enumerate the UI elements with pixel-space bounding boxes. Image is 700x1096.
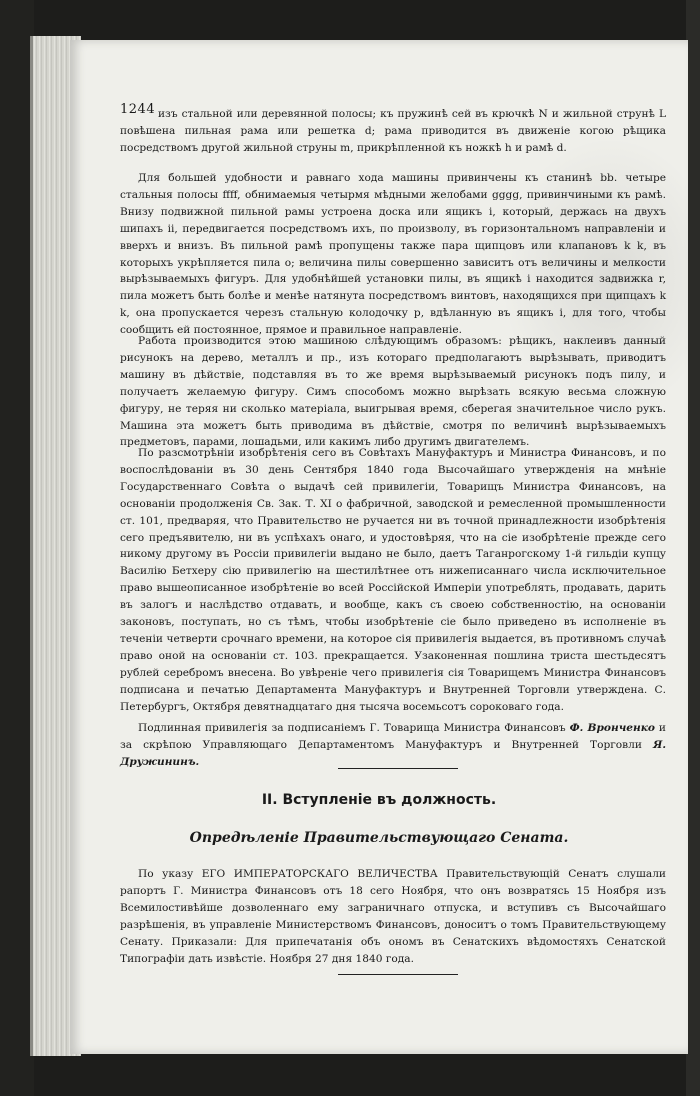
paragraph-2	[120, 170, 666, 339]
divider-rule	[338, 768, 458, 769]
subheading: Опредѣленiе Правительствующаго Сената.	[189, 830, 569, 846]
signature-prefix: Подлинная привилегія за подписанiемъ Г. Товарища Министра Финансовъ	[138, 722, 566, 734]
paragraph-text: Работа производится этою машиною слѣдующимъ образомъ: рѣщикъ, наклеивъ данный рисунокъ на дерево, металлъ и пр., изъ котораго предполагаютъ вырѣзывать, приводитъ машину въ дѣйствіе, подставляя въ то же время вырѣзываемый рисунокъ подъ пилу, и получаетъ желаемую фигуру. Симъ способомъ можно вырѣзать всякую весьма сложную фигуру, не теряя ни сколько матеріала, выигрывая время, сберегая значительное число рукъ. Машина эта можетъ быть приводима въ дѣйствіе, смотря по величинѣ вырѣзываемыхъ предметовъ, парами, лошадьми, или какимъ либо другимъ двигателемъ.	[120, 335, 666, 449]
signature-middle: и за скрѣпою Управляющаго Департаментомъ Мануфактуръ и Внутренней Торговли	[120, 722, 666, 751]
paragraph-text: изъ стальной или деревянной полосы; къ пружинѣ сей въ крючкѣ N и жильной струнѣ L повѣшена пильная рама или решетка d; рама приводится въ движеніе когою рѣщика посредствомъ другой жильной струны m, прикрѣпленной къ ножкѣ h и рамѣ d.	[120, 108, 666, 154]
paragraph-4	[120, 445, 666, 716]
scan-background-left	[0, 0, 34, 1096]
paragraph-3	[120, 333, 666, 451]
paragraph-text: Для большей удобности и равнаго хода машины привинчены къ станинѣ bb. четыре стальныя полосы ffff, обнимаемыя четырмя мѣдными желобами gggg, привинчиными къ рамѣ. Внизу подвижной пильной рамы устроена доска или ящикъ i, который, держась на двухъ шипахъ ii, передвигается посредствомъ ихъ, по произволу, въ горизонтальномъ направленіи и вверхъ и внизъ. Въ пильной рамѣ пропущены также пара щипцовъ или клапановъ k k, въ которыхъ укрѣпляется пила о; величина пилы совершенно зависитъ отъ величины и мелкости вырѣзываемыхъ фигуръ. Для удобнѣйшей установки пилы, въ ящикѣ i находится задвижка r, пила можетъ быть болѣе и менѣе натянута посредствомъ винтовъ, находящихся при щипцахъ k k, она пропускается черезъ стальную колодочку p, вдѣланную въ ящикъ i, для того, чтобы сообщить ей постоянное, прямое и правильное направленіе.	[120, 172, 666, 337]
paragraph-text: По разсмотрѣніи изобрѣтенія сего въ Совѣтахъ Мануфактуръ и Министра Финансовъ, и по воспослѣдованіи въ 30 день Сентября 1840 года Высочайшаго утвержденія на мнѣніе Государственнаго Совѣта о выдачѣ сей привилегіи, Товарищъ Министра Финансовъ, на основаніи продолженія Св. Зак. Т. XI о фабричной, заводской и ремесленной промышленности ст. 101, предваряя, что Правительство не ручается ни въ точной принадлежности изобрѣтенія сего предъявителю, ни въ успѣхахъ онаго, и удостовѣряя, что на сіе изобрѣтеніе прежде сего никому другому въ Россіи привилегіи выдано не было, даетъ Таганрогскому 1-й гильдіи купцу Василію Бетхеру сію привилегію на шестилѣтнее отъ нижеписаннаго числа исключительное право вышеописанное изобрѣтеніе во всей Россійской Имперіи употреблять, продавать, дарить въ залогъ и наслѣдство отдавать, и вообще, какъ съ своею собственностію, на основаніи законовъ, поступать, но съ тѣмъ, чтобы изобрѣтеніе сіе было приведено въ исполненіе въ теченіи четверти срочнаго времени, на которое сія привилегія выдается, въ противномъ случаѣ право оной на основаніи ст. 103. прекращается. Узаконенная пошлина триста шестьдесятъ рублей серебромъ внесена. Во увѣреніе чего привилегія сія Товарищемъ Министра Финансовъ подписана и печатью Департамента Мануфактуръ и Внутренней Торговли утверждена. С. Петербургъ, Октября девятнадцатаго дня тысяча восемьсотъ сороковаго года.	[120, 447, 666, 713]
signature-note	[120, 720, 666, 771]
book-page	[70, 40, 688, 1054]
signatory-name-1: Ф. Вронченко	[569, 722, 655, 734]
paragraph-1	[120, 106, 666, 157]
page-number: 1244	[120, 102, 156, 117]
paragraph-decree	[120, 866, 666, 967]
section-heading: II. Вступленiе въ должность.	[261, 792, 497, 808]
paragraph-text: По указу ЕГО ИМПЕРАТОРСКАГО ВЕЛИЧЕСТВА Правительствующій Сенатъ слушали рапортъ Г. Министра Финансовъ отъ 18 сего Ноября, что онъ возвратясь 15 Ноября изъ Всемилостивѣйше дозволеннаго ему заграничнаго отпуска, и вступивъ съ Высочайшаго разрѣшенія, въ управленіе Министерствомъ Финансовъ, доноситъ о томъ Правительствующему Сенату. Приказали: Для припечатанія объ ономъ въ Сенатскихъ вѣдомостяхъ Сенатской Типографіи дать извѣстіе. Ноября 27 дня 1840 года.	[120, 868, 666, 965]
signatory-name-2: Я. Дружининъ.	[120, 739, 667, 768]
scan-background-right	[686, 0, 700, 1096]
divider-rule-bottom	[338, 974, 458, 975]
